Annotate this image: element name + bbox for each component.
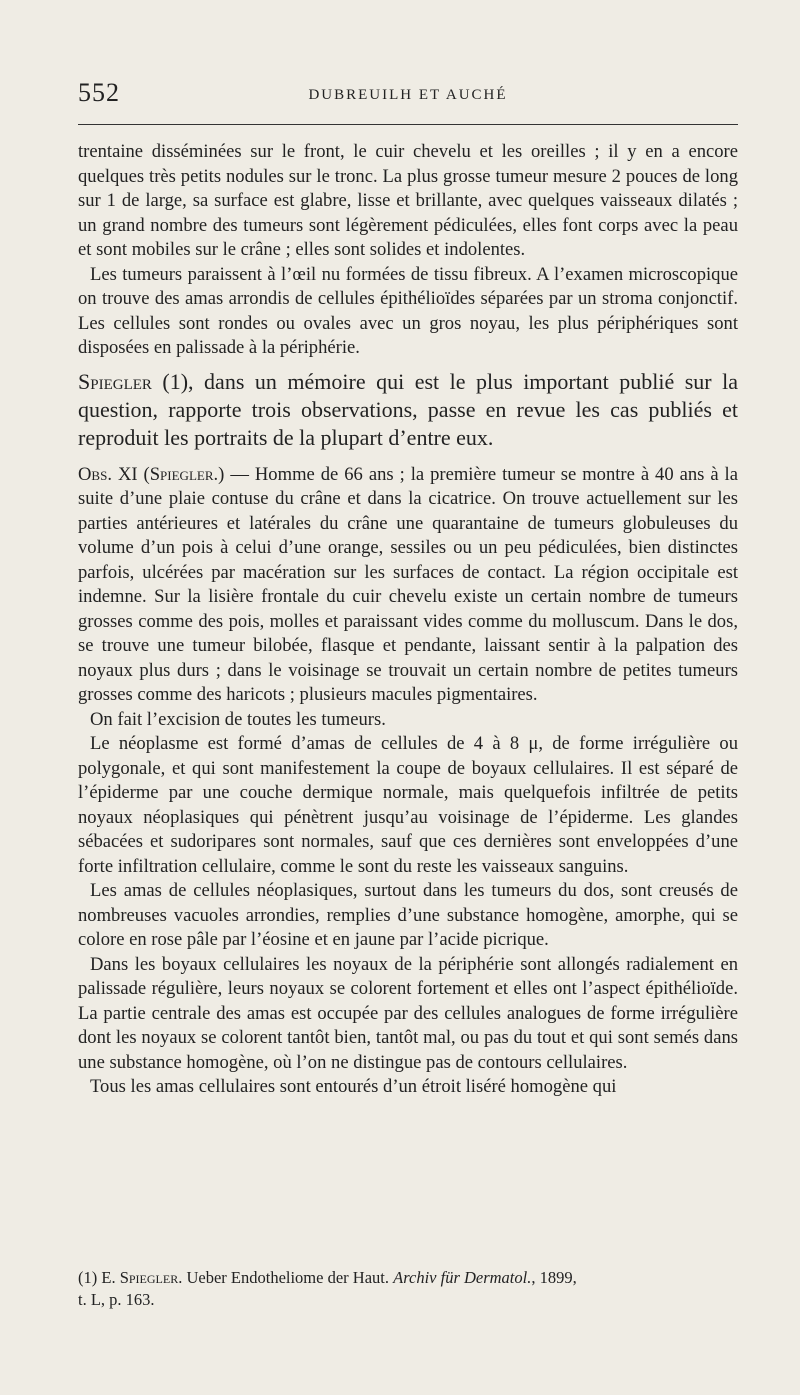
- paragraph-7: Les amas de cellules néoplasiques, surtout dans les tumeurs du dos, sont creusés de nombreuses vacuoles arrondies, remplies d’une substance homogène, amorphe, qui se colore en rose pâle par l’éosine et en jaune par l’acide picrique.: [78, 880, 738, 950]
- footnote-marker: (1) E.: [78, 1268, 120, 1287]
- paragraph-2: Les tumeurs paraissent à l’œil nu formées de tissu fibreux. A l’examen microscopique on trouve des amas arrondis de cellules épithélioïdes séparées par un stroma conjonctif. Les cellules sont rondes ou ovales avec un gros noyau, les plus périphériques sont disposées en palissade à la périphérie.: [78, 263, 738, 358]
- footnote: [78, 1267, 738, 1311]
- footnote-journal: Archiv für Dermatol.: [393, 1268, 532, 1287]
- footnote-ref: t. L, p. 163.: [78, 1290, 155, 1309]
- observation-label: Obs. XI: [78, 463, 138, 485]
- page-number: 552: [78, 78, 120, 107]
- author-name: Spiegler: [78, 368, 152, 394]
- paragraph-1: trentaine disséminées sur le front, le cuir chevelu et les oreilles ; il y en a encore quelques très petits nodules sur le tronc. La plus grosse tumeur mesure 2 pouces de long sur 1 de large, sa surface est glabre, lisse et brillante, avec quelques vaisseaux dilatés ; un grand nombre des tumeurs sont légèrement pédiculées, elles font corps avec la peau et sont mobiles sur le crâne ; elles sont solides et indolentes.: [78, 141, 738, 260]
- observation-author: Spiegler.: [149, 463, 219, 485]
- footnote-author: Spiegler.: [119, 1268, 183, 1287]
- observation-paragraph: Obs. XI (Spiegler.) — Homme de 66 ans ; la première tumeur se montre à 40 ans à la suite d’une plaie contuse du crâne et dans la cicatrice. On trouve actuellement sur les parties antérieures et latérales du crâne une quarantaine de tumeurs globuleuses du volume d’un pois à celui d’une orange, sessiles ou un peu pédiculées, bien distinctes parfois, ulcérées par macération sur les surfaces de contact. La région occipitale est indemne. Sur la lisière frontale du cuir chevelu existe un certain nombre de tumeurs grosses comme des pois, molles et paraissant vides comme du molluscum. Dans le dos, se trouve une tumeur bilobée, flasque et pendante, laissant sentir à la palpation des noyaux plus durs ; dans le voisinage se trouvait un certain nombre de petites tumeurs grosses comme des haricots ; plusieurs macules pigmentaires.: [78, 463, 738, 705]
- header-rule: [78, 124, 738, 125]
- running-title: DUBREUILH ET AUCHÉ: [308, 87, 508, 103]
- paragraph-5: On fait l’excision de toutes les tumeurs.: [90, 708, 386, 730]
- paragraph-6: Le néoplasme est formé d’amas de cellules de 4 à 8 μ, de forme irrégulière ou polygonale, et qui sont manifestement la coupe de boyaux cellulaires. Il est séparé de l’épiderme par une couche dermique normale, mais quelquefois infiltrée de petits noyaux néoplasiques qui pénètrent jusqu’au voisinage de l’épiderme. Les glandes sébacées et sudoripares sont normales, sauf que ces dernières sont enveloppées d’une forte infiltration cellulaire, comme le sont du reste les vaisseaux sanguins.: [78, 733, 738, 877]
- footnote-text: Ueber Endotheliome der Haut.: [182, 1268, 394, 1287]
- footnote-year: , 1899,: [531, 1268, 577, 1287]
- footnote-line-1: [78, 1267, 738, 1289]
- paragraph-9: Tous les amas cellulaires sont entourés d’un étroit liséré homogène qui: [90, 1076, 617, 1097]
- observation-text: — Homme de 66 ans ; la première tumeur se montre à 40 ans à la suite d’une plaie contuse du crâne et dans la cicatrice. On trouve actuellement sur les parties antérieures et latérales du crâne une quarantaine de tumeurs globuleuses du volume d’un pois à celui d’une orange, sessiles ou un peu pédiculées, bien distinctes parfois, ulcérées par macération sur les surfaces de contact. La région occipitale est indemne. Sur la lisière frontale du cuir chevelu existe un certain nombre de tumeurs grosses comme des pois, molles et paraissant vides comme du molluscum. Dans le dos, se trouve une tumeur bilobée, flasque et pendante, laissant sentir à la palpation des noyaux plus durs ; dans le voisinage se trouvait un certain nombre de petites tumeurs grosses comme des haricots ; plusieurs macules pigmentaires.: [78, 463, 738, 705]
- paragraph-8: Dans les boyaux cellulaires les noyaux de la périphérie sont allongés radialement en palissade régulière, leurs noyaux se colorent fortement et elles ont l’aspect épithélioïde. La partie centrale des amas est occupée par des cellules analogues de forme irrégulière dont les noyaux se colorent tantôt bien, tantôt mal, ou pas du tout et qui sont semés dans une substance homogène, où l’on ne distingue pas de contours cellulaires.: [78, 953, 738, 1073]
- paragraph-3: [78, 368, 738, 452]
- page-header: [78, 78, 738, 118]
- page-body: [78, 140, 738, 1100]
- paragraph-3-text: (1), dans un mémoire qui est le plus important publié sur la question, rapporte trois observations, passe en revue les cas publiés et reproduit les portraits de la plupart d’entre eux.: [78, 368, 738, 450]
